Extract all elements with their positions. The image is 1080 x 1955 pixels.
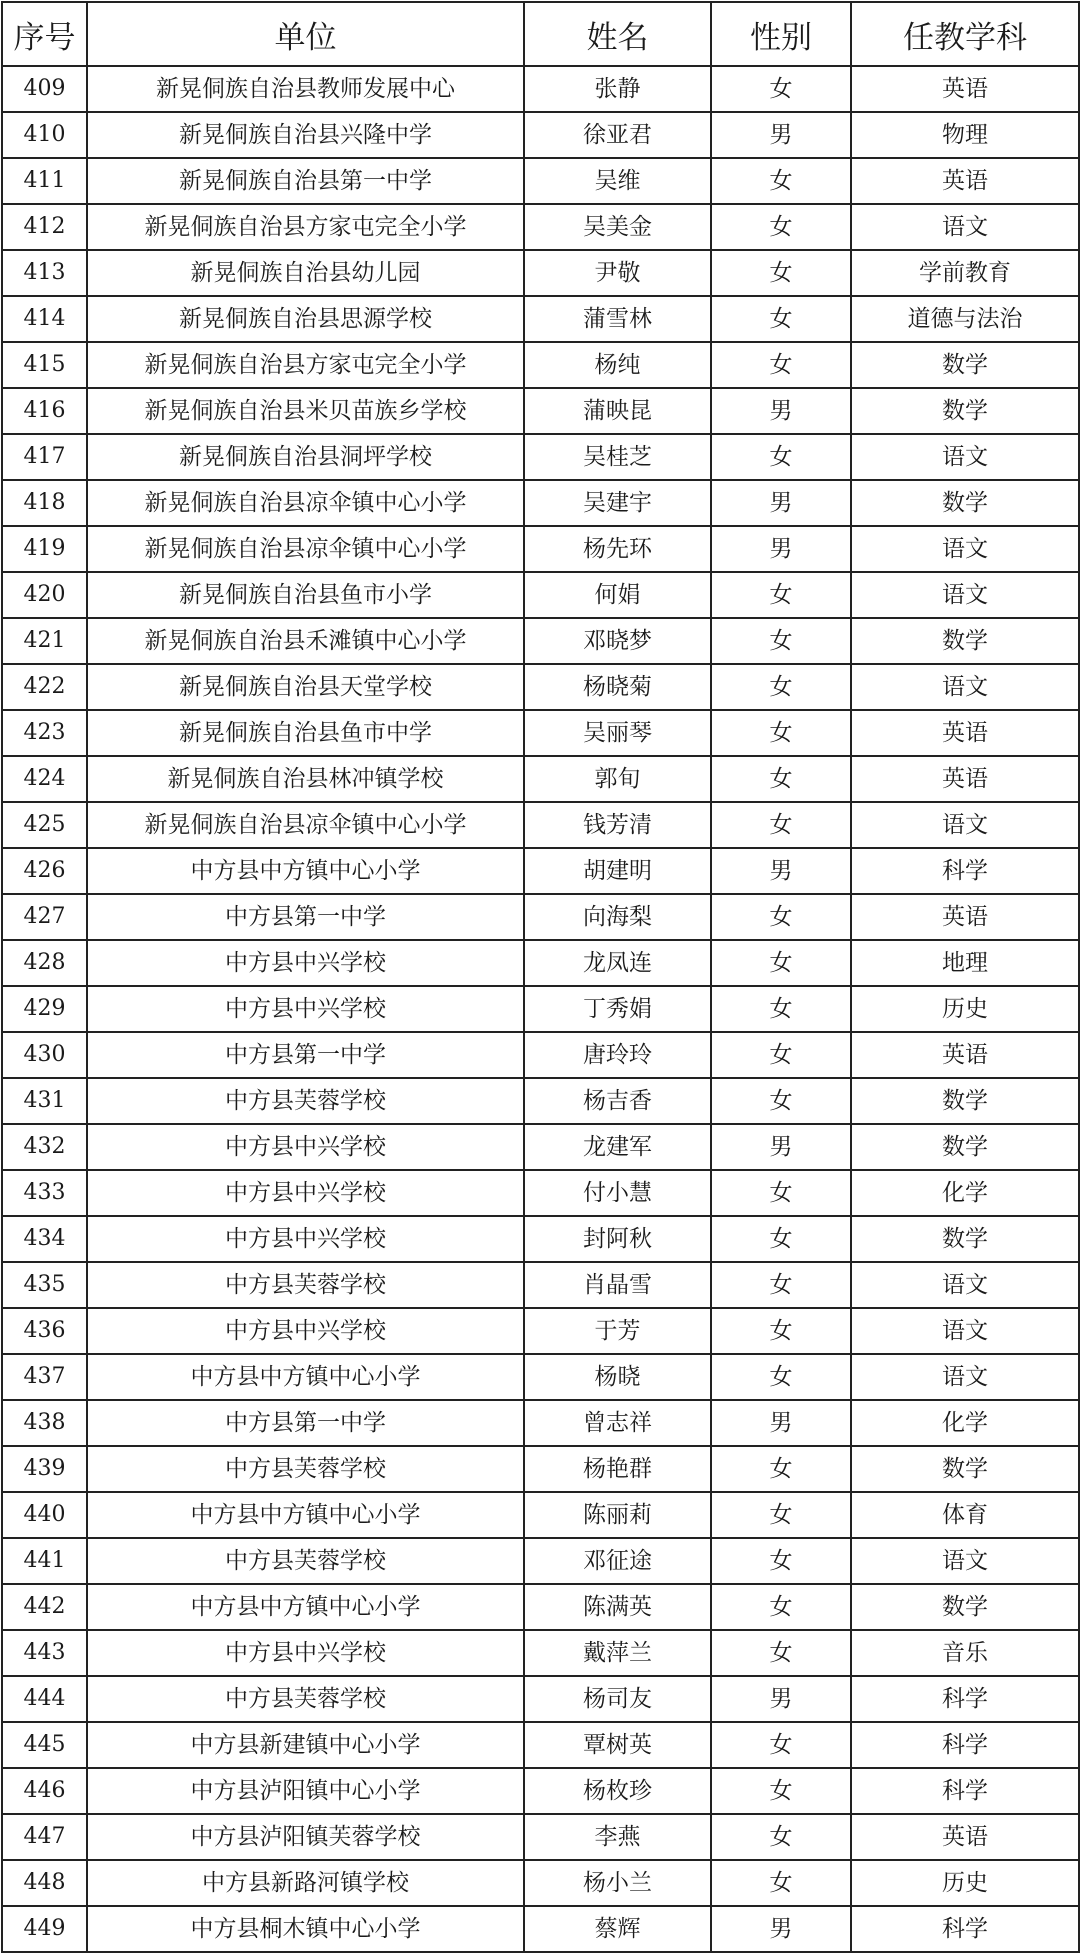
cell-unit: 中方县中兴学校	[87, 1124, 524, 1170]
cell-unit: 中方县新路河镇学校	[87, 1860, 524, 1906]
cell-seq: 424	[2, 756, 87, 802]
cell-gender: 女	[711, 1262, 851, 1308]
cell-name: 龙建军	[524, 1124, 711, 1170]
table-row	[2, 1722, 1079, 1768]
table-row	[2, 1814, 1079, 1860]
table-row	[2, 112, 1079, 158]
cell-name: 邓征途	[524, 1538, 711, 1584]
cell-name: 蒲雪林	[524, 296, 711, 342]
cell-subject: 学前教育	[851, 250, 1079, 296]
cell-seq: 428	[2, 940, 87, 986]
cell-seq: 440	[2, 1492, 87, 1538]
cell-subject: 科学	[851, 1906, 1079, 1952]
cell-seq: 409	[2, 66, 87, 112]
cell-name: 陈丽莉	[524, 1492, 711, 1538]
header-gender: 性别	[711, 2, 851, 66]
cell-seq: 448	[2, 1860, 87, 1906]
table-row	[2, 986, 1079, 1032]
cell-unit: 新晃侗族自治县凉伞镇中心小学	[87, 526, 524, 572]
cell-seq: 423	[2, 710, 87, 756]
cell-name: 吴桂芝	[524, 434, 711, 480]
cell-name: 唐玲玲	[524, 1032, 711, 1078]
table-row	[2, 1124, 1079, 1170]
cell-unit: 新晃侗族自治县思源学校	[87, 296, 524, 342]
cell-subject: 体育	[851, 1492, 1079, 1538]
table-row	[2, 296, 1079, 342]
cell-gender: 男	[711, 388, 851, 434]
table-row	[2, 204, 1079, 250]
cell-subject: 英语	[851, 710, 1079, 756]
cell-subject: 英语	[851, 1032, 1079, 1078]
table-row	[2, 434, 1079, 480]
table-row	[2, 342, 1079, 388]
cell-unit: 中方县新建镇中心小学	[87, 1722, 524, 1768]
cell-gender: 女	[711, 1630, 851, 1676]
cell-subject: 化学	[851, 1170, 1079, 1216]
cell-unit: 中方县芙蓉学校	[87, 1676, 524, 1722]
cell-gender: 男	[711, 1124, 851, 1170]
cell-name: 杨吉香	[524, 1078, 711, 1124]
cell-subject: 数学	[851, 1078, 1079, 1124]
cell-unit: 中方县中方镇中心小学	[87, 1354, 524, 1400]
cell-gender: 女	[711, 894, 851, 940]
cell-seq: 411	[2, 158, 87, 204]
cell-gender: 女	[711, 296, 851, 342]
cell-name: 杨晓	[524, 1354, 711, 1400]
cell-seq: 442	[2, 1584, 87, 1630]
header-subject: 任教学科	[851, 2, 1079, 66]
table-row	[2, 480, 1079, 526]
cell-seq: 441	[2, 1538, 87, 1584]
cell-seq: 417	[2, 434, 87, 480]
cell-gender: 女	[711, 1354, 851, 1400]
table-row	[2, 1676, 1079, 1722]
table-row	[2, 756, 1079, 802]
cell-gender: 女	[711, 204, 851, 250]
cell-seq: 425	[2, 802, 87, 848]
cell-gender: 女	[711, 618, 851, 664]
cell-gender: 女	[711, 158, 851, 204]
table-row	[2, 848, 1079, 894]
cell-name: 杨枚珍	[524, 1768, 711, 1814]
cell-name: 杨小兰	[524, 1860, 711, 1906]
table-row	[2, 802, 1079, 848]
cell-seq: 446	[2, 1768, 87, 1814]
cell-gender: 女	[711, 1308, 851, 1354]
cell-seq: 444	[2, 1676, 87, 1722]
cell-unit: 新晃侗族自治县凉伞镇中心小学	[87, 480, 524, 526]
cell-subject: 英语	[851, 894, 1079, 940]
table-row	[2, 1492, 1079, 1538]
table-row	[2, 664, 1079, 710]
cell-unit: 中方县芙蓉学校	[87, 1446, 524, 1492]
cell-seq: 418	[2, 480, 87, 526]
header-seq: 序号	[2, 2, 87, 66]
cell-gender: 女	[711, 572, 851, 618]
cell-gender: 女	[711, 1032, 851, 1078]
table-row	[2, 1446, 1079, 1492]
cell-seq: 416	[2, 388, 87, 434]
cell-name: 张静	[524, 66, 711, 112]
cell-unit: 新晃侗族自治县洞坪学校	[87, 434, 524, 480]
cell-name: 徐亚君	[524, 112, 711, 158]
table-row	[2, 1400, 1079, 1446]
cell-subject: 数学	[851, 1124, 1079, 1170]
cell-seq: 413	[2, 250, 87, 296]
cell-name: 杨先环	[524, 526, 711, 572]
table-row	[2, 1538, 1079, 1584]
table-row	[2, 1216, 1079, 1262]
cell-unit: 中方县第一中学	[87, 1400, 524, 1446]
cell-subject: 数学	[851, 1216, 1079, 1262]
cell-subject: 历史	[851, 1860, 1079, 1906]
cell-gender: 男	[711, 848, 851, 894]
cell-gender: 女	[711, 1170, 851, 1216]
cell-gender: 女	[711, 1860, 851, 1906]
cell-subject: 科学	[851, 1768, 1079, 1814]
cell-seq: 426	[2, 848, 87, 894]
cell-subject: 科学	[851, 848, 1079, 894]
cell-subject: 数学	[851, 1446, 1079, 1492]
table-row	[2, 1630, 1079, 1676]
cell-name: 何娟	[524, 572, 711, 618]
cell-seq: 419	[2, 526, 87, 572]
cell-seq: 410	[2, 112, 87, 158]
cell-name: 丁秀娟	[524, 986, 711, 1032]
cell-subject: 英语	[851, 1814, 1079, 1860]
table-row	[2, 1584, 1079, 1630]
cell-unit: 新晃侗族自治县禾滩镇中心小学	[87, 618, 524, 664]
cell-gender: 女	[711, 664, 851, 710]
table-header	[2, 2, 1079, 66]
cell-subject: 物理	[851, 112, 1079, 158]
cell-unit: 新晃侗族自治县幼儿园	[87, 250, 524, 296]
cell-unit: 中方县第一中学	[87, 894, 524, 940]
cell-subject: 道德与法治	[851, 296, 1079, 342]
cell-seq: 429	[2, 986, 87, 1032]
cell-seq: 422	[2, 664, 87, 710]
cell-unit: 新晃侗族自治县第一中学	[87, 158, 524, 204]
cell-subject: 数学	[851, 388, 1079, 434]
cell-unit: 中方县中兴学校	[87, 940, 524, 986]
teacher-roster-table	[1, 1, 1080, 1953]
cell-unit: 中方县中方镇中心小学	[87, 848, 524, 894]
cell-gender: 男	[711, 480, 851, 526]
cell-gender: 女	[711, 342, 851, 388]
table-row	[2, 1354, 1079, 1400]
cell-subject: 语文	[851, 802, 1079, 848]
cell-subject: 历史	[851, 986, 1079, 1032]
cell-unit: 新晃侗族自治县鱼市小学	[87, 572, 524, 618]
cell-subject: 英语	[851, 756, 1079, 802]
cell-name: 封阿秋	[524, 1216, 711, 1262]
cell-gender: 女	[711, 1538, 851, 1584]
cell-gender: 男	[711, 112, 851, 158]
cell-seq: 431	[2, 1078, 87, 1124]
cell-gender: 女	[711, 1216, 851, 1262]
cell-seq: 439	[2, 1446, 87, 1492]
cell-unit: 中方县中兴学校	[87, 1630, 524, 1676]
cell-gender: 女	[711, 802, 851, 848]
cell-name: 杨晓菊	[524, 664, 711, 710]
cell-gender: 女	[711, 710, 851, 756]
cell-name: 杨纯	[524, 342, 711, 388]
cell-gender: 女	[711, 1722, 851, 1768]
cell-name: 吴美金	[524, 204, 711, 250]
cell-subject: 语文	[851, 204, 1079, 250]
cell-gender: 女	[711, 250, 851, 296]
cell-seq: 437	[2, 1354, 87, 1400]
table-row	[2, 66, 1079, 112]
cell-seq: 445	[2, 1722, 87, 1768]
cell-seq: 447	[2, 1814, 87, 1860]
cell-unit: 新晃侗族自治县鱼市中学	[87, 710, 524, 756]
cell-subject: 数学	[851, 1584, 1079, 1630]
cell-seq: 427	[2, 894, 87, 940]
cell-subject: 科学	[851, 1722, 1079, 1768]
table-row	[2, 1262, 1079, 1308]
cell-gender: 女	[711, 1446, 851, 1492]
cell-name: 尹敬	[524, 250, 711, 296]
cell-unit: 中方县泸阳镇芙蓉学校	[87, 1814, 524, 1860]
table-row	[2, 618, 1079, 664]
cell-seq: 436	[2, 1308, 87, 1354]
cell-subject: 语文	[851, 1308, 1079, 1354]
table-row	[2, 526, 1079, 572]
header-unit: 单位	[87, 2, 524, 66]
cell-unit: 新晃侗族自治县天堂学校	[87, 664, 524, 710]
cell-seq: 434	[2, 1216, 87, 1262]
cell-unit: 新晃侗族自治县教师发展中心	[87, 66, 524, 112]
cell-unit: 中方县中兴学校	[87, 1170, 524, 1216]
cell-seq: 420	[2, 572, 87, 618]
cell-subject: 英语	[851, 158, 1079, 204]
cell-name: 付小慧	[524, 1170, 711, 1216]
table-row	[2, 1768, 1079, 1814]
cell-unit: 中方县中兴学校	[87, 986, 524, 1032]
cell-name: 蔡辉	[524, 1906, 711, 1952]
cell-seq: 432	[2, 1124, 87, 1170]
cell-gender: 女	[711, 1768, 851, 1814]
cell-subject: 化学	[851, 1400, 1079, 1446]
table-body	[2, 66, 1079, 1952]
cell-name: 李燕	[524, 1814, 711, 1860]
header-name: 姓名	[524, 2, 711, 66]
table-row	[2, 158, 1079, 204]
cell-unit: 新晃侗族自治县林冲镇学校	[87, 756, 524, 802]
cell-subject: 语文	[851, 572, 1079, 618]
cell-unit: 中方县芙蓉学校	[87, 1262, 524, 1308]
cell-seq: 430	[2, 1032, 87, 1078]
cell-seq: 414	[2, 296, 87, 342]
cell-subject: 音乐	[851, 1630, 1079, 1676]
cell-gender: 男	[711, 1906, 851, 1952]
cell-seq: 443	[2, 1630, 87, 1676]
cell-name: 郭旬	[524, 756, 711, 802]
cell-name: 戴萍兰	[524, 1630, 711, 1676]
cell-name: 于芳	[524, 1308, 711, 1354]
cell-subject: 语文	[851, 1262, 1079, 1308]
cell-name: 杨司友	[524, 1676, 711, 1722]
cell-gender: 女	[711, 756, 851, 802]
cell-unit: 新晃侗族自治县米贝苗族乡学校	[87, 388, 524, 434]
cell-seq: 449	[2, 1906, 87, 1952]
cell-gender: 男	[711, 1400, 851, 1446]
table-row	[2, 710, 1079, 756]
cell-subject: 地理	[851, 940, 1079, 986]
cell-seq: 435	[2, 1262, 87, 1308]
table-row	[2, 1078, 1079, 1124]
table-row	[2, 940, 1079, 986]
cell-gender: 男	[711, 1676, 851, 1722]
cell-subject: 英语	[851, 66, 1079, 112]
cell-unit: 中方县泸阳镇中心小学	[87, 1768, 524, 1814]
cell-name: 曾志祥	[524, 1400, 711, 1446]
cell-unit: 中方县第一中学	[87, 1032, 524, 1078]
cell-name: 龙凤连	[524, 940, 711, 986]
cell-subject: 语文	[851, 1538, 1079, 1584]
table-row	[2, 1906, 1079, 1952]
table-row	[2, 250, 1079, 296]
cell-name: 吴丽琴	[524, 710, 711, 756]
table-row	[2, 1170, 1079, 1216]
cell-name: 钱芳清	[524, 802, 711, 848]
cell-seq: 433	[2, 1170, 87, 1216]
cell-name: 杨艳群	[524, 1446, 711, 1492]
cell-name: 邓晓梦	[524, 618, 711, 664]
cell-unit: 中方县中兴学校	[87, 1308, 524, 1354]
cell-gender: 女	[711, 1492, 851, 1538]
cell-unit: 中方县中方镇中心小学	[87, 1492, 524, 1538]
cell-gender: 女	[711, 1584, 851, 1630]
cell-gender: 女	[711, 66, 851, 112]
cell-unit: 中方县中兴学校	[87, 1216, 524, 1262]
cell-unit: 新晃侗族自治县凉伞镇中心小学	[87, 802, 524, 848]
cell-subject: 语文	[851, 664, 1079, 710]
cell-seq: 438	[2, 1400, 87, 1446]
header-row	[2, 2, 1079, 66]
cell-subject: 语文	[851, 526, 1079, 572]
cell-gender: 女	[711, 434, 851, 480]
cell-subject: 数学	[851, 480, 1079, 526]
cell-unit: 中方县桐木镇中心小学	[87, 1906, 524, 1952]
table-row	[2, 1032, 1079, 1078]
cell-gender: 女	[711, 1078, 851, 1124]
table-row	[2, 1308, 1079, 1354]
cell-name: 肖晶雪	[524, 1262, 711, 1308]
cell-gender: 女	[711, 986, 851, 1032]
cell-subject: 数学	[851, 342, 1079, 388]
table-row	[2, 1860, 1079, 1906]
cell-name: 向海梨	[524, 894, 711, 940]
cell-subject: 科学	[851, 1676, 1079, 1722]
cell-unit: 中方县芙蓉学校	[87, 1538, 524, 1584]
table-row	[2, 894, 1079, 940]
cell-name: 吴维	[524, 158, 711, 204]
cell-subject: 语文	[851, 434, 1079, 480]
cell-subject: 数学	[851, 618, 1079, 664]
cell-seq: 412	[2, 204, 87, 250]
cell-unit: 新晃侗族自治县兴隆中学	[87, 112, 524, 158]
cell-unit: 新晃侗族自治县方家屯完全小学	[87, 342, 524, 388]
table-row	[2, 388, 1079, 434]
cell-gender: 男	[711, 526, 851, 572]
cell-seq: 421	[2, 618, 87, 664]
cell-unit: 中方县芙蓉学校	[87, 1078, 524, 1124]
cell-seq: 415	[2, 342, 87, 388]
cell-gender: 女	[711, 940, 851, 986]
cell-unit: 中方县中方镇中心小学	[87, 1584, 524, 1630]
cell-name: 蒲映昆	[524, 388, 711, 434]
cell-name: 覃树英	[524, 1722, 711, 1768]
cell-name: 吴建宇	[524, 480, 711, 526]
cell-gender: 女	[711, 1814, 851, 1860]
cell-unit: 新晃侗族自治县方家屯完全小学	[87, 204, 524, 250]
cell-subject: 语文	[851, 1354, 1079, 1400]
cell-name: 胡建明	[524, 848, 711, 894]
cell-name: 陈满英	[524, 1584, 711, 1630]
table-row	[2, 572, 1079, 618]
